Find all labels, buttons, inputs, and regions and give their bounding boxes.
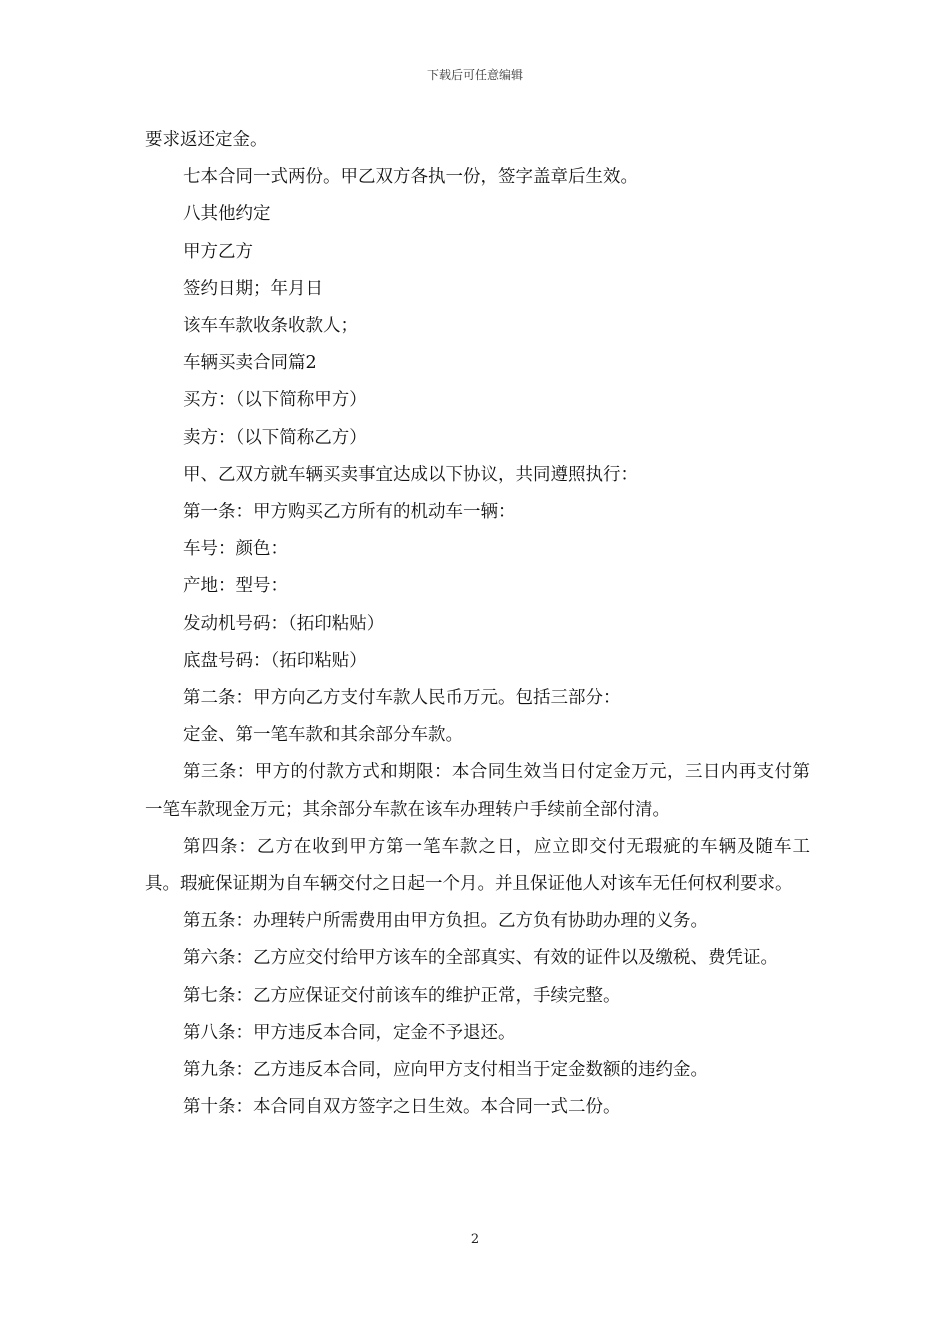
paragraph: 八其他约定	[183, 204, 271, 225]
paragraph: 定金、第一笔车款和其余部分车款。	[183, 725, 463, 746]
paragraph: 车号：颜色：	[183, 539, 288, 560]
paragraph: 七本合同一式两份。甲乙双方各执一份，签字盖章后生效。	[183, 167, 638, 188]
clause: 第六条：乙方应交付给甲方该车的全部真实、有效的证件以及缴税、费凭证。	[183, 948, 778, 969]
clause: 第一条：甲方购买乙方所有的机动车一辆：	[183, 502, 516, 523]
paragraph: 要求返还定金。	[145, 130, 268, 150]
clause: 第八条：甲方违反本合同，定金不予退还。	[183, 1022, 516, 1043]
paragraph: 该车车款收条收款人；	[183, 316, 358, 337]
section-title: 车辆买卖合同篇2	[183, 353, 317, 374]
paragraph: 签约日期；年月日	[183, 278, 323, 299]
clause: 第七条：乙方应保证交付前该车的维护正常，手续完整。	[183, 985, 621, 1006]
paragraph: 产地：型号：	[183, 576, 288, 597]
paragraph: 甲方乙方	[183, 241, 253, 262]
clause: 第九条：乙方违反本合同，应向甲方支付相当于定金数额的违约金。	[183, 1060, 708, 1081]
document-body	[145, 122, 810, 1126]
paragraph: 底盘号码：（拓印粘贴）	[183, 650, 367, 671]
clause: 第三条：甲方的付款方式和期限：本合同生效当日付定金万元，三日内再支付第一笔车款现金万元；其余部分车款在该车办理转户手续前全部付清。	[145, 762, 810, 820]
paragraph: 卖方：（以下简称乙方）	[183, 427, 367, 448]
page-number: 2	[470, 1232, 480, 1247]
paragraph: 买方：（以下简称甲方）	[183, 390, 367, 411]
paragraph: 甲、乙双方就车辆买卖事宜达成以下协议，共同遵照执行：	[183, 464, 638, 485]
clause: 第十条：本合同自双方签字之日生效。本合同一式二份。	[183, 1097, 621, 1118]
clause: 第二条：甲方向乙方支付车款人民币万元。包括三部分：	[183, 688, 621, 709]
paragraph: 发动机号码：（拓印粘贴）	[183, 613, 385, 634]
page-header: 下载后可任意编辑	[426, 68, 523, 82]
clause: 第四条：乙方在收到甲方第一笔车款之日，应立即交付无瑕疵的车辆及随车工具。瑕疵保证期为自车辆交付之日起一个月。并且保证他人对该车无任何权利要求。	[145, 836, 810, 895]
clause: 第五条：办理转户所需费用由甲方负担。乙方负有协助办理的义务。	[183, 911, 708, 932]
